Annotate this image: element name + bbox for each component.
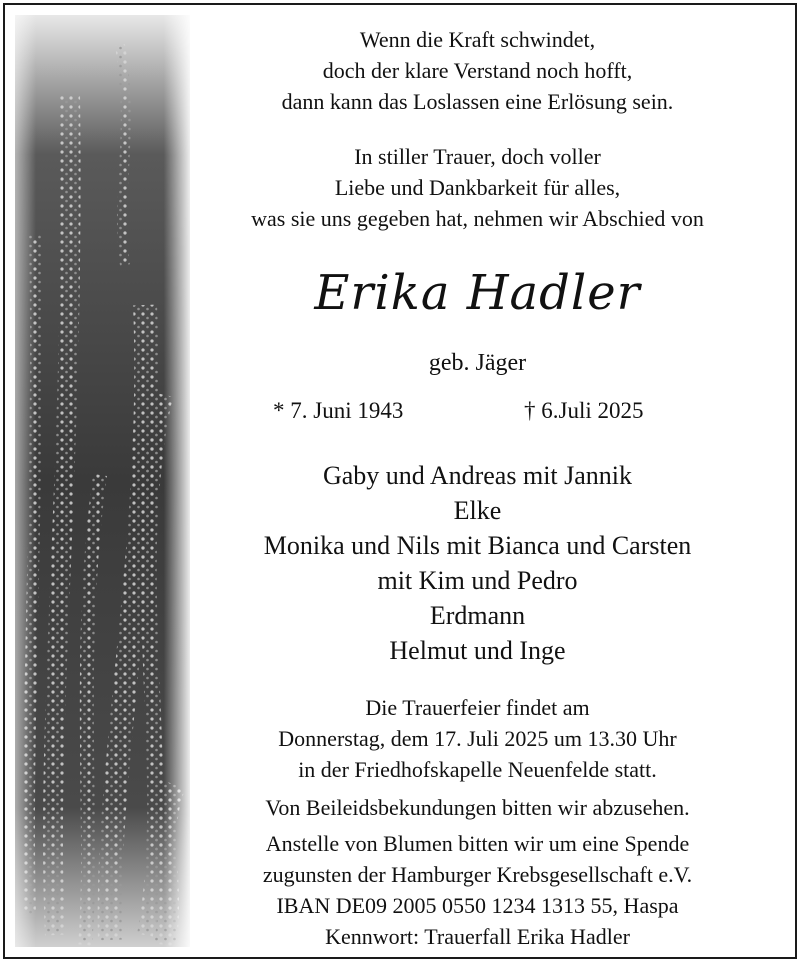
donation-line: Kennwort: Trauerfall Erika Hadler xyxy=(325,924,630,949)
mourner-line: Gaby und Andreas mit Jannik xyxy=(322,461,633,490)
life-dates xyxy=(195,398,760,428)
heather-image xyxy=(15,15,190,947)
funeral-line: in der Friedhofskapelle Neuenfelde statt. xyxy=(298,757,657,782)
funeral-line: Die Trauerfeier findet am xyxy=(365,695,590,720)
death-date: † 6.Juli 2025 xyxy=(524,398,644,423)
intro-line: was sie uns gegeben hat, nehmen wir Abschied von xyxy=(251,206,704,231)
mourner-line: mit Kim und Pedro xyxy=(377,566,578,595)
funeral-line: Donnerstag, dem 17. Juli 2025 um 13.30 Uhr xyxy=(278,726,677,751)
donation-line: Anstelle von Blumen bitten wir um eine Spende xyxy=(265,831,690,856)
condolence-note: Von Beileidsbekundungen bitten wir abzusehen. xyxy=(265,795,690,820)
mourner-line: Helmut und Inge xyxy=(389,636,566,665)
mourner-line: Monika und Nils mit Bianca und Carsten xyxy=(263,531,692,560)
deceased-name: Erika Hadler xyxy=(314,265,641,321)
poem-line: Wenn die Kraft schwindet, xyxy=(359,27,596,52)
intro-line: In stiller Trauer, doch voller xyxy=(354,144,601,169)
heather-photo xyxy=(15,15,190,947)
mourner-line: Erdmann xyxy=(429,601,526,630)
obituary-card xyxy=(3,3,797,959)
intro-line: Liebe und Dankbarkeit für alles, xyxy=(334,175,621,200)
poem-line: doch der klare Verstand noch hofft, xyxy=(322,58,633,83)
obituary-text xyxy=(195,5,760,957)
poem-line: dann kann das Loslassen eine Erlösung sein. xyxy=(281,89,674,114)
donation-line: IBAN DE09 2005 0550 1234 1313 55, Haspa xyxy=(276,893,679,918)
mourner-line: Elke xyxy=(453,496,502,525)
birth-name: geb. Jäger xyxy=(428,350,527,376)
donation-line: zugunsten der Hamburger Krebsgesellschaft e.V. xyxy=(262,862,693,887)
birth-date: * 7. Juni 1943 xyxy=(273,398,404,423)
